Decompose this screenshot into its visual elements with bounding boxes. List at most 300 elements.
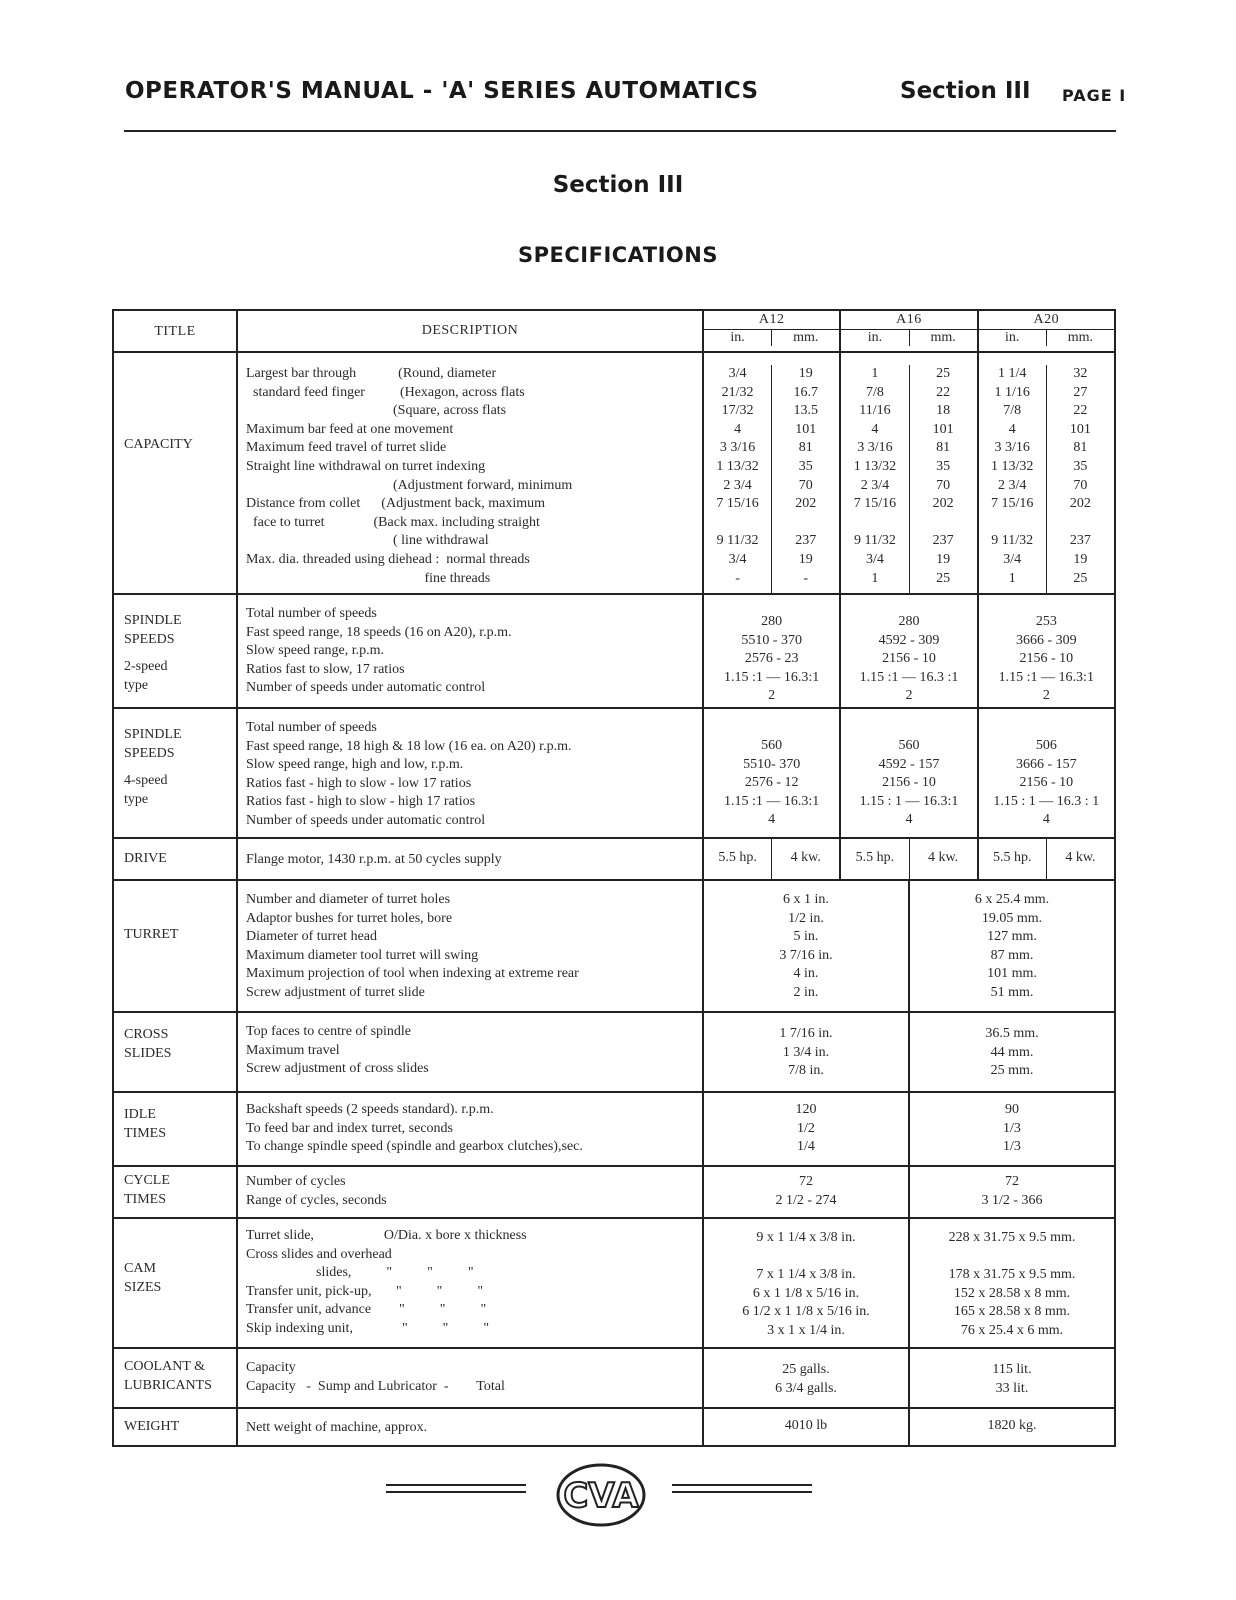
a20-in-values [979,365,1046,593]
drive-hp: 5.5 hp. [718,850,757,865]
unit-mm: mm. [1046,330,1114,346]
cell-line: Fast speed range, 18 speeds (16 on A20), r.p.m. [246,624,512,640]
cell-line: 25 galls. [782,1362,830,1377]
capacity-value: 32 [1073,366,1088,381]
unit-mm: mm. [909,330,977,346]
title-line: CYCLE [124,1173,170,1188]
description-header: DESCRIPTION [238,311,704,351]
cell-line: 1.15 :1 — 16.3 :1 [859,669,959,685]
a20-mm-values [1046,365,1114,593]
cell-line: 115 lit. [992,1362,1032,1377]
cell-line: Slow speed range, high and low, r.p.m. [246,757,464,773]
cell-line: 2156 - 10 [1019,775,1074,791]
cell-line: Capacity [246,1360,296,1375]
capacity-line: Maximum feed travel of turret slide [246,440,447,456]
cycle-times-title [114,1167,238,1217]
capacity-value: 18 [936,403,951,419]
capacity-value: 237 [932,533,954,549]
cell-line: 2 in. [793,984,819,1000]
spindle-4speed-description [238,709,704,837]
turret-values [704,881,1114,1011]
cell-line: Screw adjustment of cross slides [246,1061,429,1077]
title-line: TIMES [124,1192,166,1207]
page-number: PAGE I [1062,86,1127,105]
spindle-4speed-values [704,709,1114,837]
cell-line: Maximum projection of tool when indexing at extreme rear [246,966,579,982]
title-line: SPEEDS [124,746,175,761]
capacity-value: 19 [798,366,813,381]
capacity-value: - [803,570,809,586]
spindle-2speed-values [704,595,1114,707]
cell-line: 3 7/16 in. [779,947,833,963]
cam-sizes-description [238,1219,704,1347]
cell-line: 1/4 [797,1139,815,1155]
capacity-value [979,514,1046,533]
cell-line: 2576 - 23 [744,651,799,667]
capacity-value: 35 [1073,458,1088,474]
capacity-value: 9 11/32 [716,533,759,549]
cell-line: 5510- 370 [743,756,801,772]
cell-line: 127 mm. [987,929,1037,945]
title-line: LUBRICANTS [124,1378,212,1393]
cell-line: 36.5 mm. [985,1026,1039,1041]
turret-title: TURRET [114,881,238,1011]
cell-line: 1/2 [797,1120,815,1136]
unit-mm: mm. [771,330,839,346]
capacity-value: 25 [936,570,951,586]
capacity-value: 4 [734,421,742,437]
cell-line: 72 [1005,1174,1019,1189]
title-line: SPEEDS [124,632,175,647]
cell-line: Slow speed range, r.p.m. [246,643,385,659]
cell-line: Maximum diameter tool turret will swing [246,947,479,963]
title-line: CROSS [124,1027,169,1042]
title-line: SPINDLE [124,613,182,628]
idle-times-inch [704,1093,908,1165]
capacity-line: standard feed finger (Hexagon, across flats [246,384,525,400]
capacity-line: (Square, across flats [246,403,507,419]
capacity-value: 3 3/16 [719,440,756,456]
capacity-value: 81 [1073,440,1088,456]
weight-metric: 1820 kg. [908,1409,1114,1445]
capacity-value: 202 [932,496,954,512]
header-section: Section III [900,78,1031,104]
cam-sizes-title [114,1219,238,1347]
drive-a12 [704,839,839,879]
cell-line: 51 mm. [990,984,1034,1000]
capacity-value: 70 [798,477,813,493]
cell-line: 4 [1042,812,1050,828]
capacity-values [704,353,1114,593]
cell-line: 178 x 31.75 x 9.5 mm. [948,1267,1076,1283]
cell-line: 76 x 25.4 x 6 mm. [960,1322,1064,1338]
title-line: SLIDES [124,1046,172,1061]
cell-line: 25 mm. [990,1063,1034,1079]
cell-line: To feed bar and index turret, seconds [246,1120,453,1136]
capacity-line: face to turret (Back max. including straight [246,514,540,530]
unit-in: in. [1005,330,1020,345]
cam-sizes-row [112,1217,1116,1347]
cell-line: Backshaft speeds (2 speeds standard). r.p.m. [246,1102,494,1117]
idle-times-title [114,1093,238,1165]
weight-row [112,1407,1116,1447]
cell-line: 3666 - 309 [1015,632,1077,648]
cell-line: 280 [898,614,920,629]
cell-line: 1.15 :1 — 16.3:1 [998,669,1094,685]
cell-line: 1.15 : 1 — 16.3 : 1 [993,793,1100,809]
drive-row [112,837,1116,879]
capacity-value: 7 15/16 [991,496,1034,512]
footer-rule-left [386,1484,526,1493]
unit-in: in. [730,330,745,345]
drive-kw: 4 kw. [909,839,977,879]
cell-line: slides, " " " [246,1265,474,1281]
cell-line: Capacity - Sump and Lubricator - Total [246,1378,505,1394]
capacity-value: 9 11/32 [991,533,1034,549]
coolant-inch [704,1349,908,1407]
capacity-value: 1 [871,570,879,586]
cell-line: 5510 - 370 [741,632,802,648]
capacity-line: Straight line withdrawal on turret indexing [246,458,486,474]
capacity-value: 17/32 [721,403,754,419]
idle-times-row [112,1091,1116,1165]
weight-title: WEIGHT [114,1409,238,1445]
cell-line: 1 3/4 in. [782,1044,830,1060]
cell-line: 1.15 :1 — 16.3:1 [724,793,820,809]
capacity-value: 3 3/16 [857,440,893,456]
capacity-value: 2 3/4 [723,477,752,493]
a12-in-values [704,365,771,593]
capacity-value: 35 [798,458,813,474]
cycle-times-inch [704,1167,908,1217]
capacity-value [910,514,977,533]
turret-row [112,879,1116,1011]
capacity-value: 7 15/16 [853,496,897,512]
cell-line: 560 [898,738,920,753]
title-line: TIMES [124,1126,166,1141]
idle-times-metric [908,1093,1114,1165]
cell-line: 101 mm. [987,966,1037,982]
cell-line: Number of speeds under automatic control [246,812,486,828]
capacity-value: 7/8 [865,384,884,400]
cell-line: 506 [1035,738,1057,753]
cycle-times-metric [908,1167,1114,1217]
capacity-value: 11/16 [859,403,891,419]
drive-kw: 4 kw. [1046,839,1114,879]
capacity-value: 16.7 [793,384,818,400]
cell-line: 6 x 25.4 mm. [974,892,1050,907]
model-headers [704,311,1114,351]
title-line: SPINDLE [124,727,182,742]
capacity-value: 22 [936,384,951,400]
cell-line: 4592 - 157 [878,756,940,772]
title-line: IDLE [124,1107,156,1122]
weight-values [704,1409,1114,1445]
title-line: COOLANT & [124,1359,206,1374]
cell-line: Skip indexing unit, " " " [246,1320,490,1336]
capacity-value: 2 3/4 [860,477,890,493]
cell-line: Fast speed range, 18 high & 18 low (16 ea. on A20) r.p.m. [246,738,572,754]
capacity-line: Largest bar through (Round, diameter [246,366,497,381]
cell-line: 2576 - 12 [744,775,799,791]
cell-line: To change spindle speed (spindle and gearbox clutches),sec. [246,1139,583,1155]
cell-line: Cross slides and overhead [246,1246,392,1262]
capacity-value: 70 [1073,477,1088,493]
capacity-value: 3 3/16 [994,440,1030,456]
capacity-value: 101 [932,421,954,437]
capacity-value: 1 1/4 [998,366,1027,381]
capacity-value: 1 13/32 [716,458,759,474]
drive-values [704,839,1114,879]
cell-line: 2156 - 10 [882,775,936,791]
cell-line: 120 [795,1102,817,1117]
cell-line: 1 7/16 in. [779,1026,833,1041]
specifications-table [112,309,1116,1447]
capacity-line: (Adjustment forward, minimum [246,477,573,493]
manual-title: OPERATOR'S MANUAL - 'A' SERIES AUTOMATICS [125,78,759,104]
cell-line: Screw adjustment of turret slide [246,984,425,1000]
capacity-value: 2 3/4 [998,477,1027,493]
spindle-4speed-title [114,709,238,837]
turret-metric [908,881,1114,1011]
cell-line: 2156 - 10 [882,651,936,667]
cell-line: 1.15 : 1 — 16.3:1 [859,793,959,809]
cell-line: 280 [761,614,783,629]
weight-imperial: 4010 lb [784,1418,828,1433]
capacity-value: 9 11/32 [853,533,896,549]
capacity-value: 21/32 [721,384,754,400]
cross-slides-inch [704,1013,908,1091]
capacity-value: 1 [871,366,879,381]
cam-sizes-values [704,1219,1114,1347]
spindle-4speed-a12 [704,709,839,837]
capacity-value [1047,514,1114,533]
cell-line: 2 1/2 - 274 [775,1192,837,1208]
table-header-row [112,309,1116,351]
title-line: type [124,792,149,807]
cross-slides-row [112,1011,1116,1091]
cell-line [910,1248,1114,1267]
idle-times-values [704,1093,1114,1165]
cycle-times-description [238,1167,704,1217]
model-name: A16 [841,311,976,330]
capacity-value: 22 [1073,403,1088,419]
cell-line: Total number of speeds [246,606,377,621]
spindle-2speed-a12 [704,595,839,707]
capacity-value: 1 1/16 [994,384,1030,400]
drive-description: Flange motor, 1430 r.p.m. at 50 cycles supply [238,839,704,879]
cell-line: 4 in. [793,966,819,982]
title-line: type [124,678,149,693]
drive-a16 [839,839,976,879]
cell-line: 3666 - 157 [1015,756,1077,772]
cell-line: 2 [768,688,776,704]
spindle-2speed-a16 [839,595,976,707]
capacity-a16 [839,353,976,593]
capacity-value: 70 [936,477,951,493]
cell-line: 3 x 1 x 1/4 in. [767,1322,845,1338]
coolant-description [238,1349,704,1407]
cell-line: 4 [905,812,913,828]
cell-line: Total number of speeds [246,720,377,735]
cell-line: 90 [1005,1102,1019,1117]
cell-line: 6 x 1 1/8 x 5/16 in. [752,1285,860,1301]
capacity-value: 4 [1008,421,1016,437]
capacity-value: 81 [798,440,813,456]
cell-line: Top faces to centre of spindle [246,1024,412,1039]
cross-slides-description [238,1013,704,1091]
cycle-times-values [704,1167,1114,1217]
spindle-4speed-a20 [977,709,1114,837]
capacity-value: 202 [1069,496,1091,512]
spindle-4speed-a16 [839,709,976,837]
cross-slides-metric [908,1013,1114,1091]
capacity-value: 19 [798,551,813,567]
cell-line: Ratios fast - high to slow - high 17 ratios [246,794,476,810]
cell-line: 44 mm. [990,1044,1034,1060]
coolant-metric [908,1349,1114,1407]
capacity-value: 7/8 [1003,403,1022,419]
cell-line: 152 x 28.58 x 8 mm. [953,1285,1071,1301]
title-line: CAM [124,1261,156,1276]
cell-line: 4 [768,812,776,828]
capacity-value: 3/4 [865,551,884,567]
cross-slides-values [704,1013,1114,1091]
header-divider [124,130,1116,132]
spindle-4speed-row [112,707,1116,837]
capacity-value: 101 [795,421,817,437]
logo-text: CVA [563,1476,639,1516]
model-name: A12 [704,311,839,330]
capacity-value: 1 13/32 [853,458,897,474]
capacity-description [238,353,704,593]
cva-logo [555,1462,647,1533]
capacity-a20 [977,353,1114,593]
cell-line: 19.05 mm. [981,910,1043,926]
cell-line: 228 x 31.75 x 9.5 mm. [948,1230,1076,1245]
spindle-2speed-row [112,593,1116,707]
cell-line: 253 [1035,614,1057,629]
cell-line: 1.15 :1 — 16.3:1 [724,669,820,685]
capacity-value: 19 [1073,551,1088,567]
capacity-value: 4 [871,421,879,437]
capacity-value: 3/4 [728,366,747,381]
drive-hp: 5.5 hp. [855,850,895,865]
capacity-value [841,514,908,533]
capacity-line: ( line withdrawal [246,533,489,549]
footer-rule-right [672,1484,812,1493]
capacity-a12 [704,353,839,593]
a16-mm-values [909,365,977,593]
cell-line: 7 x 1 1/4 x 3/8 in. [756,1267,856,1283]
capacity-value: 81 [936,440,951,456]
coolant-title [114,1349,238,1407]
cell-line: 1/3 [1003,1120,1021,1136]
title-header: TITLE [114,311,238,351]
coolant-row [112,1347,1116,1407]
spindle-2speed-description [238,595,704,707]
coolant-values [704,1349,1114,1407]
cell-line: 6 x 1 in. [783,892,829,907]
cam-sizes-inch [704,1219,908,1347]
cell-line: Diameter of turret head [246,929,377,945]
title-line: 4-speed [124,773,168,788]
capacity-value: 13.5 [793,403,818,419]
cell-line [704,1248,908,1267]
capacity-line: Distance from collet (Adjustment back, maximum [246,496,545,512]
capacity-value: 237 [1069,533,1091,549]
cell-line: Range of cycles, seconds [246,1192,387,1208]
cam-sizes-metric [908,1219,1114,1347]
cell-line: 2 [1042,688,1050,704]
capacity-value: 25 [936,366,951,381]
cell-line: 560 [761,738,783,753]
capacity-value: 237 [795,533,817,549]
title-line: SIZES [124,1280,162,1295]
cell-line: 2156 - 10 [1019,651,1074,667]
capacity-row [112,351,1116,593]
cell-line: 4592 - 309 [878,632,940,648]
capacity-value: 1 [1008,570,1016,586]
cell-line: 87 mm. [990,947,1034,963]
capacity-value [704,514,771,533]
cycle-times-row [112,1165,1116,1217]
drive-hp: 5.5 hp. [992,850,1032,865]
cell-line: Maximum travel [246,1042,340,1058]
capacity-value: 3/4 [1003,551,1022,567]
capacity-value: 202 [795,496,817,512]
drive-a20 [977,839,1114,879]
capacity-value: 3/4 [728,551,747,567]
cell-line: Number of cycles [246,1174,346,1189]
cell-line: 7/8 in. [788,1063,824,1079]
cell-line: 3 1/2 - 366 [981,1192,1043,1208]
cell-line: 6 1/2 x 1 1/8 x 5/16 in. [742,1304,870,1320]
cell-line: 6 3/4 galls. [775,1380,837,1396]
capacity-value: 25 [1073,570,1088,586]
capacity-title: CAPACITY [114,353,238,593]
cell-line: Transfer unit, pick-up, " " " [246,1283,484,1299]
capacity-value [772,514,839,533]
turret-description [238,881,704,1011]
capacity-value: 35 [936,458,951,474]
cross-slides-title [114,1013,238,1091]
capacity-value: 1 13/32 [991,458,1034,474]
idle-times-description [238,1093,704,1165]
capacity-line: fine threads [246,570,491,586]
cell-line: Ratios fast - high to slow - low 17 ratios [246,775,472,791]
capacity-value: 101 [1069,421,1091,437]
model-header-a16 [839,311,976,351]
a12-mm-values [771,365,839,593]
weight-description: Nett weight of machine, approx. [238,1409,704,1445]
cell-line: 5 in. [793,929,819,945]
spindle-2speed-title [114,595,238,707]
capacity-value: 27 [1073,384,1088,400]
cell-line: Ratios fast to slow, 17 ratios [246,661,405,677]
turret-inch [704,881,908,1011]
capacity-value: 7 15/16 [716,496,759,512]
drive-title: DRIVE [114,839,238,879]
capacity-line: Max. dia. threaded using diehead : normal threads [246,551,530,567]
a16-in-values [841,365,908,593]
cell-line: Number of speeds under automatic control [246,680,486,696]
capacity-line: Maximum bar feed at one movement [246,421,454,437]
title-line: 2-speed [124,659,168,674]
cell-line: Number and diameter of turret holes [246,892,451,907]
capacity-value: - [735,570,740,586]
page-title: SPECIFICATIONS [518,243,718,267]
